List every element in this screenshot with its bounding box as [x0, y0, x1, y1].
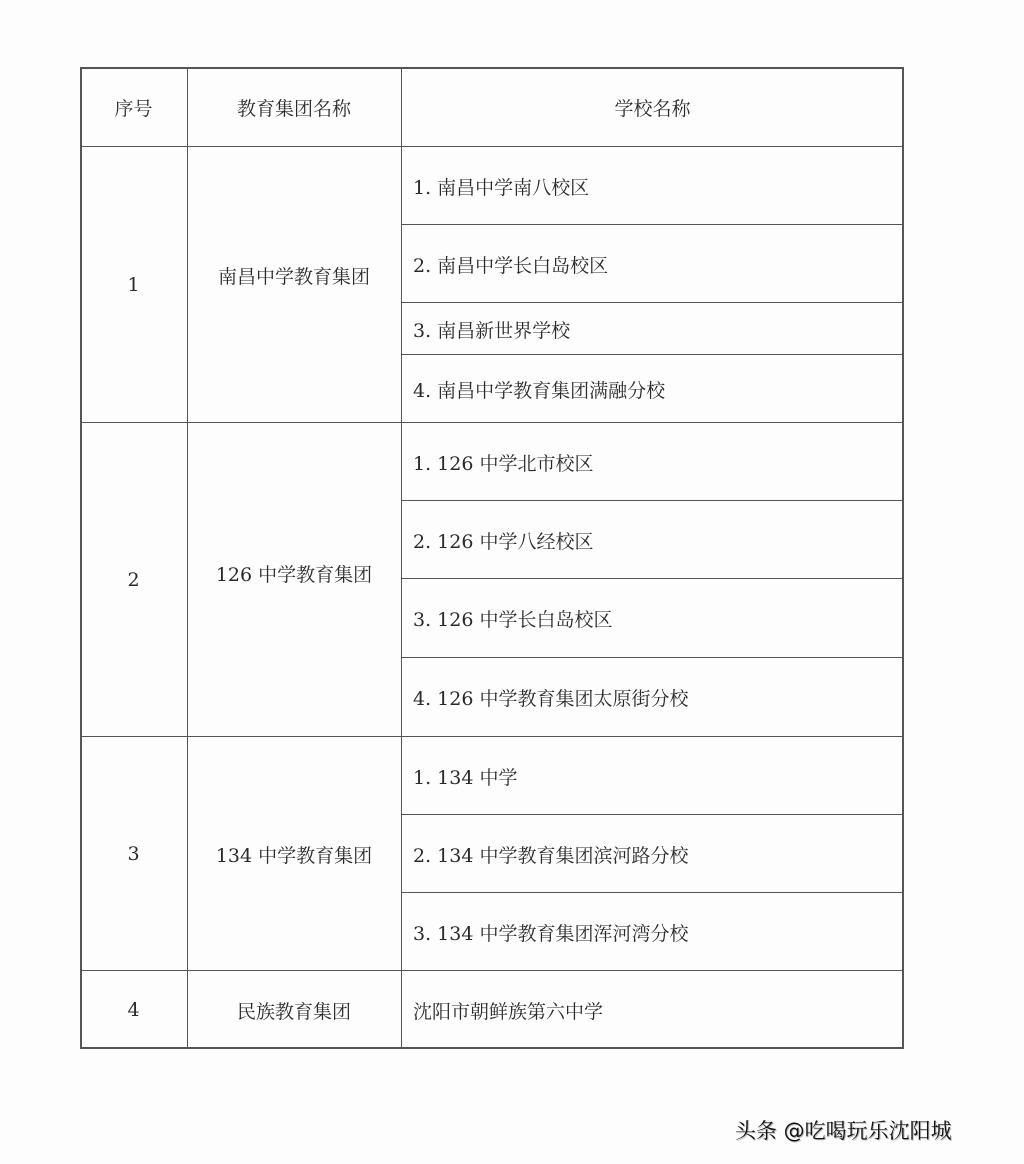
header-school-name: 学校名称 — [614, 97, 691, 120]
school-name: 4. 126 中学教育集团太原街分校 — [413, 688, 689, 710]
group-index: 2 — [127, 569, 140, 591]
group-name: 南昌中学教育集团 — [217, 265, 370, 288]
header-group-name: 教育集团名称 — [236, 97, 351, 120]
header-index: 序号 — [114, 97, 153, 120]
school-name: 3. 126 中学长白岛校区 — [413, 609, 613, 631]
school-name: 3. 134 中学教育集团浑河湾分校 — [413, 922, 689, 945]
school-name: 2. 134 中学教育集团滨河路分校 — [413, 844, 689, 867]
school-name: 2. 南昌中学长白岛校区 — [413, 254, 609, 277]
school-name: 1. 134 中学 — [413, 766, 518, 789]
school-name: 1. 南昌中学南八校区 — [413, 176, 590, 199]
school-name: 4. 南昌中学教育集团满融分校 — [413, 379, 666, 402]
school-name: 1. 126 中学北市校区 — [413, 452, 594, 475]
school-name: 2. 126 中学八经校区 — [413, 530, 594, 553]
watermark: 头条 @吃喝玩乐沈阳城 — [735, 1119, 952, 1143]
group-index: 3 — [127, 843, 140, 865]
group-index: 1 — [127, 274, 140, 296]
group-name: 126 中学教育集团 — [215, 563, 373, 586]
school-group-table — [80, 67, 904, 1049]
group-name: 134 中学教育集团 — [215, 844, 373, 867]
school-name: 沈阳市朝鲜族第六中学 — [413, 1000, 604, 1023]
school-name: 3. 南昌新世界学校 — [413, 319, 571, 342]
group-name: 民族教育集团 — [236, 1000, 351, 1023]
group-index: 4 — [127, 999, 140, 1021]
